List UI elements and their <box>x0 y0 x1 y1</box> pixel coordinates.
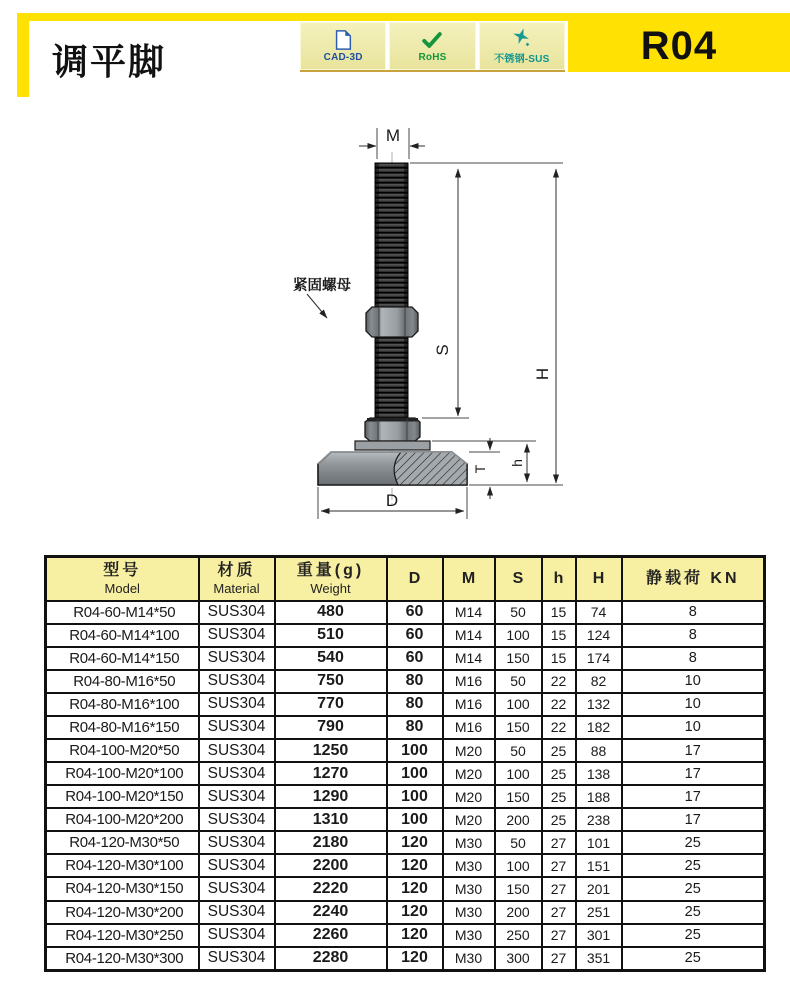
d-cell: 100 <box>387 785 443 808</box>
h-cell: 25 <box>542 739 576 762</box>
static-load-cell: 8 <box>622 624 765 647</box>
table-row <box>46 739 765 762</box>
static-load-cell: 10 <box>622 670 765 693</box>
s-cell: 150 <box>495 785 542 808</box>
model-cell: R04-100-M20*50 <box>46 739 199 762</box>
material-cell: SUS304 <box>199 601 275 624</box>
h-total-cell: 82 <box>576 670 622 693</box>
model-cell: R04-80-M16*150 <box>46 716 199 739</box>
s-cell: 100 <box>495 762 542 785</box>
model-cell: R04-100-M20*100 <box>46 762 199 785</box>
left-accent-bar <box>17 13 29 97</box>
h-total-cell: 251 <box>576 901 622 924</box>
s-cell: 200 <box>495 808 542 831</box>
h-total-cell: 301 <box>576 924 622 947</box>
m-cell: M16 <box>443 693 495 716</box>
h-total-cell: 238 <box>576 808 622 831</box>
h-cell: 27 <box>542 901 576 924</box>
weight-cell: 540 <box>275 647 387 670</box>
s-cell: 150 <box>495 877 542 900</box>
m-cell: M30 <box>443 831 495 854</box>
static-load-cell: 17 <box>622 808 765 831</box>
table-row <box>46 808 765 831</box>
stainless-sparkle-icon <box>511 27 533 49</box>
static-load-cell: 25 <box>622 831 765 854</box>
badge-cad-3d[interactable] <box>300 22 386 70</box>
table-row <box>46 693 765 716</box>
m-cell: M16 <box>443 670 495 693</box>
d-cell: 120 <box>387 831 443 854</box>
static-load-cell: 17 <box>622 762 765 785</box>
s-cell: 50 <box>495 739 542 762</box>
model-cell: R04-60-M14*150 <box>46 647 199 670</box>
col-header-d: D <box>387 557 443 601</box>
part-number-badge <box>568 20 790 72</box>
s-cell: 100 <box>495 693 542 716</box>
material-cell: SUS304 <box>199 647 275 670</box>
d-cell: 120 <box>387 947 443 971</box>
h-total-cell: 182 <box>576 716 622 739</box>
section-hatch <box>394 452 467 485</box>
weight-cell: 750 <box>275 670 387 693</box>
static-load-cell: 25 <box>622 901 765 924</box>
d-cell: 80 <box>387 693 443 716</box>
static-load-cell: 25 <box>622 924 765 947</box>
static-load-cell: 8 <box>622 601 765 624</box>
callout-leader <box>307 294 327 318</box>
table-row <box>46 831 765 854</box>
model-cell: R04-120-M30*50 <box>46 831 199 854</box>
weight-cell: 1290 <box>275 785 387 808</box>
weight-cell: 1310 <box>275 808 387 831</box>
model-cell: R04-120-M30*200 <box>46 901 199 924</box>
m-cell: M30 <box>443 924 495 947</box>
model-cell: R04-80-M16*50 <box>46 670 199 693</box>
base-foot <box>318 452 467 485</box>
spec-table <box>44 555 766 972</box>
h-total-cell: 74 <box>576 601 622 624</box>
d-cell: 120 <box>387 877 443 900</box>
technical-drawing <box>255 112 585 542</box>
model-cell: R04-100-M20*150 <box>46 785 199 808</box>
d-cell: 120 <box>387 924 443 947</box>
s-cell: 150 <box>495 716 542 739</box>
material-cell: SUS304 <box>199 624 275 647</box>
table-row <box>46 924 765 947</box>
m-cell: M30 <box>443 901 495 924</box>
lower-nut <box>365 418 420 441</box>
model-cell: R04-60-M14*50 <box>46 601 199 624</box>
page-title: 调平脚 <box>52 41 167 82</box>
col-header-s: S <box>495 557 542 601</box>
static-load-cell: 8 <box>622 647 765 670</box>
table-row <box>46 947 765 971</box>
model-cell: R04-60-M14*100 <box>46 624 199 647</box>
table-row <box>46 877 765 900</box>
h-cell: 27 <box>542 831 576 854</box>
threaded-stud <box>375 163 408 444</box>
table-row <box>46 762 765 785</box>
badge-label: CAD-3D <box>323 52 363 63</box>
material-cell: SUS304 <box>199 716 275 739</box>
weight-cell: 1270 <box>275 762 387 785</box>
s-cell: 50 <box>495 831 542 854</box>
weight-cell: 2200 <box>275 854 387 877</box>
h-cell: 22 <box>542 670 576 693</box>
s-cell: 50 <box>495 670 542 693</box>
table-row <box>46 785 765 808</box>
h-cell: 25 <box>542 762 576 785</box>
h-cell: 22 <box>542 716 576 739</box>
m-cell: M20 <box>443 762 495 785</box>
material-cell: SUS304 <box>199 831 275 854</box>
h-cell: 27 <box>542 947 576 971</box>
m-cell: M14 <box>443 601 495 624</box>
d-cell: 120 <box>387 901 443 924</box>
badge-stainless-sus[interactable] <box>479 22 565 70</box>
col-header-material: 材质 Material <box>199 557 275 601</box>
s-cell: 50 <box>495 601 542 624</box>
dim-label-d: D <box>385 491 399 510</box>
weight-cell: 1250 <box>275 739 387 762</box>
h-total-cell: 351 <box>576 947 622 971</box>
model-cell: R04-120-M30*100 <box>46 854 199 877</box>
s-cell: 100 <box>495 854 542 877</box>
m-cell: M20 <box>443 739 495 762</box>
weight-cell: 2180 <box>275 831 387 854</box>
model-cell: R04-120-M30*250 <box>46 924 199 947</box>
m-cell: M30 <box>443 947 495 971</box>
weight-cell: 480 <box>275 601 387 624</box>
static-load-cell: 25 <box>622 854 765 877</box>
d-cell: 60 <box>387 647 443 670</box>
col-header-model: 型号 Model <box>46 557 199 601</box>
d-cell: 120 <box>387 854 443 877</box>
static-load-cell: 17 <box>622 739 765 762</box>
m-cell: M20 <box>443 785 495 808</box>
material-cell: SUS304 <box>199 901 275 924</box>
h-cell: 22 <box>542 693 576 716</box>
d-cell: 80 <box>387 716 443 739</box>
material-cell: SUS304 <box>199 762 275 785</box>
d-cell: 60 <box>387 624 443 647</box>
d-cell: 100 <box>387 808 443 831</box>
h-total-cell: 88 <box>576 739 622 762</box>
col-header-static-load: 静载荷 KN <box>622 557 765 601</box>
h-total-cell: 138 <box>576 762 622 785</box>
material-cell: SUS304 <box>199 785 275 808</box>
model-cell: R04-80-M16*100 <box>46 693 199 716</box>
h-total-cell: 132 <box>576 693 622 716</box>
m-cell: M20 <box>443 808 495 831</box>
model-cell: R04-100-M20*200 <box>46 808 199 831</box>
table-row <box>46 854 765 877</box>
table-row <box>46 716 765 739</box>
table-row <box>46 670 765 693</box>
weight-cell: 510 <box>275 624 387 647</box>
h-cell: 27 <box>542 924 576 947</box>
dim-label-t: T <box>472 464 488 474</box>
h-total-cell: 201 <box>576 877 622 900</box>
h-total-cell: 101 <box>576 831 622 854</box>
d-cell: 80 <box>387 670 443 693</box>
static-load-cell: 25 <box>622 947 765 971</box>
rohs-check-icon <box>421 29 443 51</box>
static-load-cell: 10 <box>622 716 765 739</box>
material-cell: SUS304 <box>199 808 275 831</box>
material-cell: SUS304 <box>199 854 275 877</box>
h-total-cell: 174 <box>576 647 622 670</box>
material-cell: SUS304 <box>199 924 275 947</box>
col-header-h-total: H <box>576 557 622 601</box>
badge-label: 不锈钢-SUS <box>494 54 550 65</box>
weight-cell: 2220 <box>275 877 387 900</box>
table-row <box>46 901 765 924</box>
static-load-cell: 25 <box>622 877 765 900</box>
certification-badges <box>300 22 565 72</box>
h-cell: 25 <box>542 785 576 808</box>
part-number: R04 <box>640 23 718 68</box>
dim-label-m: M <box>385 126 401 145</box>
d-cell: 100 <box>387 762 443 785</box>
d-cell: 60 <box>387 601 443 624</box>
weight-cell: 2280 <box>275 947 387 971</box>
badge-label: RoHS <box>418 52 447 63</box>
table-body <box>46 601 765 971</box>
s-cell: 250 <box>495 924 542 947</box>
static-load-cell: 17 <box>622 785 765 808</box>
material-cell: SUS304 <box>199 670 275 693</box>
col-header-m: M <box>443 557 495 601</box>
table-row <box>46 647 765 670</box>
h-total-cell: 124 <box>576 624 622 647</box>
material-cell: SUS304 <box>199 693 275 716</box>
h-cell: 27 <box>542 877 576 900</box>
table-header-row <box>46 557 765 601</box>
m-cell: M14 <box>443 624 495 647</box>
table-row <box>46 624 765 647</box>
nut-callout-label: 紧固螺母 <box>293 278 351 294</box>
h-cell: 15 <box>542 601 576 624</box>
collar-washer <box>355 441 430 450</box>
dim-label-s: S <box>433 344 452 356</box>
dim-label-h-small: h <box>509 459 525 467</box>
weight-cell: 790 <box>275 716 387 739</box>
static-load-cell: 10 <box>622 693 765 716</box>
model-cell: R04-120-M30*150 <box>46 877 199 900</box>
weight-cell: 770 <box>275 693 387 716</box>
weight-cell: 2260 <box>275 924 387 947</box>
h-cell: 27 <box>542 854 576 877</box>
material-cell: SUS304 <box>199 877 275 900</box>
m-cell: M30 <box>443 877 495 900</box>
cad-3d-document-icon <box>332 29 354 51</box>
col-header-h: h <box>542 557 576 601</box>
m-cell: M30 <box>443 854 495 877</box>
col-header-weight: 重量(g) Weight <box>275 557 387 601</box>
s-cell: 200 <box>495 901 542 924</box>
dim-label-h-total: H <box>533 367 552 381</box>
s-cell: 100 <box>495 624 542 647</box>
h-cell: 15 <box>542 647 576 670</box>
s-cell: 150 <box>495 647 542 670</box>
m-cell: M16 <box>443 716 495 739</box>
h-cell: 25 <box>542 808 576 831</box>
d-cell: 100 <box>387 739 443 762</box>
model-cell: R04-120-M30*300 <box>46 947 199 971</box>
material-cell: SUS304 <box>199 947 275 971</box>
material-cell: SUS304 <box>199 739 275 762</box>
table-row <box>46 601 765 624</box>
s-cell: 300 <box>495 947 542 971</box>
badge-rohs[interactable] <box>389 22 475 70</box>
h-total-cell: 151 <box>576 854 622 877</box>
h-cell: 15 <box>542 624 576 647</box>
weight-cell: 2240 <box>275 901 387 924</box>
m-cell: M14 <box>443 647 495 670</box>
locking-nut <box>366 307 418 337</box>
h-total-cell: 188 <box>576 785 622 808</box>
